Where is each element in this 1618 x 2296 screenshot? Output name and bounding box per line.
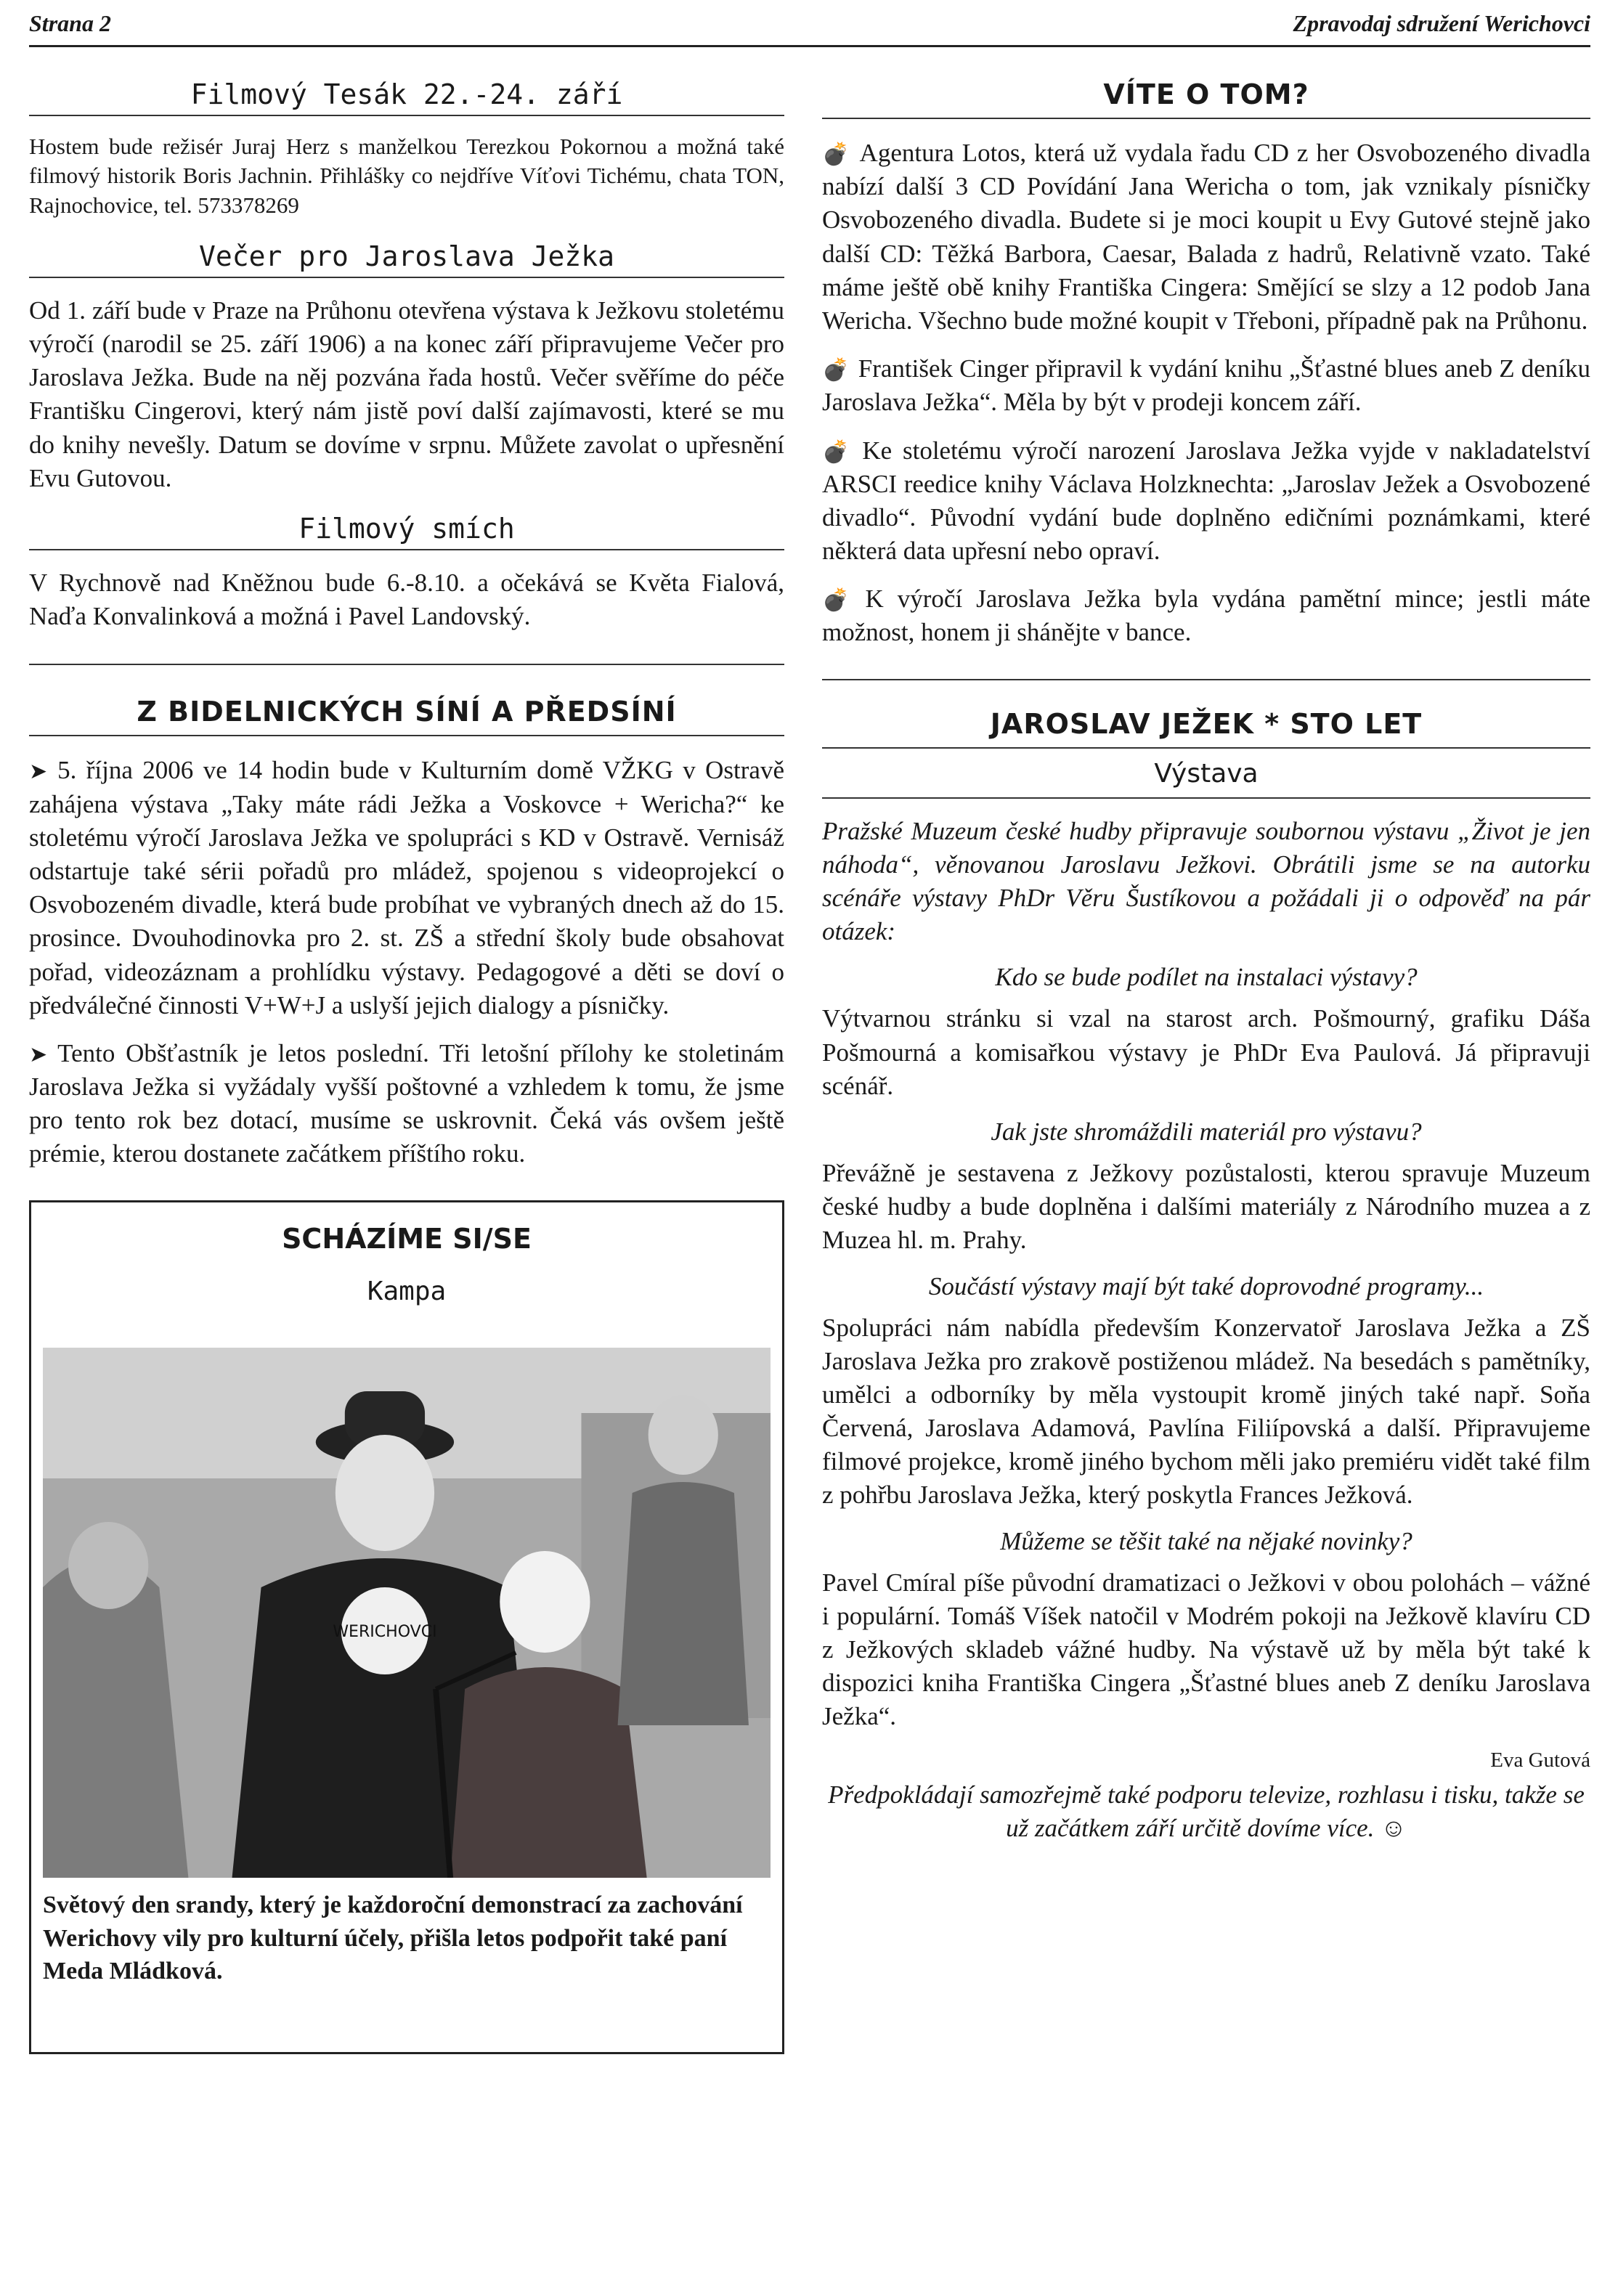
bomb-icon: 💣: [822, 439, 854, 465]
bomb-icon: 💣: [822, 142, 851, 167]
qa-question: Součástí výstavy mají být také doprovodné programy...: [928, 1271, 1484, 1300]
vite-item-4: [822, 582, 1590, 649]
photo-illustration: [43, 1348, 771, 1878]
vecer-text: Od 1. září bude v Praze na Průhonu otevřena výstava k Ježkovu stoletému výročí (narodil se 25. září 1906) a na konec září připravujeme Večer pro Jaroslava Ježka. Bude na něj pozvána řada hostů. Večer svěříme do péče Františku Cingerovi, který nám jistě poví další zajímavosti, které se mu do knihy nevešly. Datum se dovíme v srpnu. Můžete zavolat o upřesnění Evu Gutovou.: [29, 296, 784, 492]
qa-question: Můžeme se těšit také na nějaké novinky?: [1000, 1526, 1412, 1555]
vite-item-text: František Cinger připravil k vydání knihu „Šťastné blues aneb Z deníku Jaroslava Ježka“. Měla by být v prodeji koncem září.: [822, 354, 1590, 417]
vite-item-text: Ke stoletému výročí narození Jaroslava Ježka vyjde v nakladatelství ARSCI reedice knihy Václava Holzknechta: „Jaroslav Ježek a Osvobozené divadlo“. Původní vydání bude doplněno edičními poznámkami, které některá data upřesní nebo opraví.: [822, 436, 1590, 566]
section-heading-schazime: SCHÁZÍME SI/SE: [282, 1222, 532, 1255]
arrow-right-icon: ➤: [29, 1041, 48, 1067]
section-heading-tesak: Filmový Tesák 22.-24. září: [29, 73, 784, 116]
section-heading-vecer: Večer pro Jaroslava Ježka: [29, 235, 784, 278]
bomb-icon: 💣: [822, 587, 857, 614]
jezek-subtitle: Výstava: [822, 759, 1590, 799]
article-author: Eva Gutová: [1490, 1748, 1590, 1772]
shirt-logo: WERICHOVCI: [333, 1622, 437, 1641]
right-column: [822, 73, 1590, 1860]
bidelnicky-p2-text: Tento Obšťastník je letos poslední. Tři letošní přílohy ke stoletinám Jaroslava Ježka si vyžádaly vyšší poštovné a vzhledem k tomu, že jsme pro tento rok bez dotací, musíme se uskrovnit. Čeká vás ovšem ještě prémie, kterou dostanete začátkem příštího roku.: [29, 1038, 784, 1168]
vite-item-text: K výročí Jaroslava Ježka byla vydána pamětní mince; jestli máte možnost, honem ji shánějte v bance.: [822, 585, 1590, 647]
bidelnicky-paragraph-2: [29, 1037, 784, 1171]
qa-question: Jak jste shromáždili materiál pro výstavu?: [991, 1117, 1422, 1146]
left-column: [29, 73, 784, 2054]
jezek-intro: Pražské Muzeum české hudby připravuje soubornou výstavu „Život je jen náhoda“, věnovanou Jaroslavu Ježkovi. Obrátili jsme se na autorku scénáře výstavy PhDr Věru Šustíkovou a požádali ji o odpověď na pár otázek:: [822, 816, 1590, 946]
vite-item-2: [822, 352, 1590, 419]
page-number: Strana 2: [29, 10, 111, 36]
section-heading-smich: Filmový smích: [29, 507, 784, 550]
bidelnicky-paragraph-1: [29, 754, 784, 1022]
section-divider: [29, 664, 784, 665]
vite-item-3: [822, 434, 1590, 569]
event-photo: [43, 1348, 771, 1878]
qa-answer: Spolupráci nám nabídla především Konzervatoř Jaroslava Ježka a ZŠ Jaroslava Ježka pro zrakově postiženou mládež. Na besedách s pamětníky, umělci a odborníky by měla vystoupit kromě jiných také např. Soňa Červená, Jaroslava Adamová, Pavlína Filiípovská a další. Připravujeme filmové projekce, kromě jiného bychom měli jako premiéru vidět také film z pohřbu Jaroslava Ježka, který poskytla Frances Ježková.: [822, 1313, 1590, 1510]
schazime-box: [29, 1200, 784, 2054]
qa-question: Kdo se bude podílet na instalaci výstavy?: [995, 963, 1418, 992]
section-heading-bidelnicky: Z BIDELNICKÝCH SÍNÍ A PŘEDSÍNÍ: [29, 690, 784, 736]
vite-item-1: [822, 137, 1590, 338]
qa-answer: Výtvarnou stránku si vzal na starost arch. Pošmourný, grafiku Dáša Pošmourná a komisařkou výstavy je PhDr Eva Paulová. Já připravuji scénář.: [822, 1004, 1590, 1100]
arrow-right-icon: ➤: [29, 759, 48, 785]
section-divider: [822, 679, 1590, 680]
smiley-icon: ☺: [1381, 1813, 1407, 1842]
section-heading-jezek: JAROSLAV JEŽEK * STO LET: [822, 702, 1590, 749]
tesak-text: Hostem bude režisér Juraj Herz s manželkou Terezkou Pokornou a možná také filmový historik Boris Jachnin. Přihlášky co nejdříve Víťovi Tichému, chata TON, Rajnochovice, tel. 573378269: [29, 134, 784, 218]
section-heading-vite: VÍTE O TOM?: [822, 73, 1590, 119]
smich-text: V Rychnově nad Kněžnou bude 6.-8.10. a očekává se Květa Fialová, Naďa Konvalinková a možná i Pavel Landovský.: [29, 569, 784, 631]
schazime-subtitle: Kampa: [367, 1276, 447, 1306]
closing-text: Předpokládají samozřejmě také podporu televize, rozhlasu i tisku, takže se už začátkem září určitě dovíme více.: [828, 1780, 1585, 1842]
closing-note: [822, 1778, 1590, 1845]
qa-answer: Převážně je sestavena z Ježkovy pozůstalosti, kterou spravuje Muzeum české hudby a bude doplněna i dalšími materiály z Národního muzea a z Muzea hl. m. Prahy.: [822, 1158, 1590, 1255]
page-header: [29, 0, 1590, 47]
bomb-icon: 💣: [822, 357, 850, 383]
bidelnicky-p1-text: 5. října 2006 ve 14 hodin bude v Kulturním domě VŽKG v Ostravě zahájena výstava „Taky máte rádi Ježka a Voskovce + Wericha?“ ke stoletému výročí Jaroslava Ježka ve spolupráci s KD v Ostravě. Vernisáž odstartuje také sérii pořadů pro mládež, spojenou s videoprojekcí o Osvobozeném divadle, která bude probíhat ve vybraných dnech až do 15. prosince. Dvouhodinovka pro 2. st. ZŠ a střední školy bude obsahovat pořad, videozáznam a prohlídku výstavy. Pedagogové a děti se doví o předválečné činnosti V+W+J a uslyší jejich dialogy a písničky.: [29, 756, 784, 1019]
vite-item-text: Agentura Lotos, která už vydala řadu CD z her Osvobozeného divadla nabízí další 3 CD Povídání Jana Wericha o tom, jak vznikaly písničky Osvobozeného divadla. Budete si je moci koupit u Evy Gutové stejně jako další CD: Těžká Barbora, Caesar, Balada z hadrů, Relativně vzato. Také máme ještě obě knihy Františka Cingera: Smějící se slzy a 12 podob Jana Wericha. Všechno bude možné koupit v Třeboni, případně pak na Průhonu.: [822, 139, 1590, 335]
photo-caption: Světový den srandy, který je každoroční demonstrací za zachování Werichovy vily pro kulturní účely, přišla letos podpořit také paní Meda Mládková.: [43, 1891, 743, 1985]
publication-title: Zpravodaj sdružení Werichovci: [1293, 10, 1590, 36]
qa-answer: Pavel Cmíral píše původní dramatizaci o Ježkovi v obou polohách – vážné i populární. Tomáš Víšek natočil v Modrém pokoji na Ježkově klavíru CD z Ježkových skladeb vážné hudby. Na výstavě už by měla být také k dispozici kniha Františka Cingera „Šťastné blues aneb Z deníku Jaroslava Ježka“.: [822, 1568, 1590, 1731]
